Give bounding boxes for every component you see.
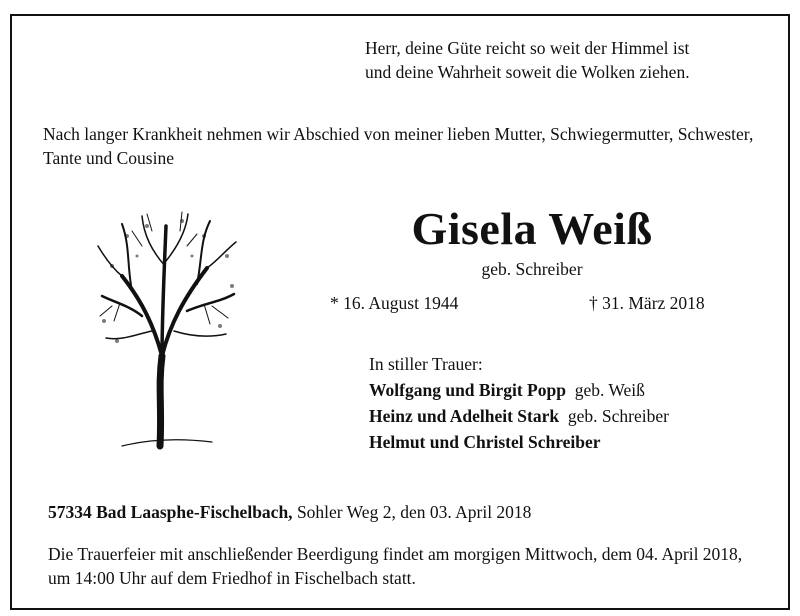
bible-verse (365, 36, 690, 84)
address-line (48, 502, 531, 523)
mourner-entry (369, 380, 645, 401)
maiden-name: geb. Schreiber (481, 259, 583, 279)
obituary-frame (10, 14, 790, 610)
address-rest: Sohler Weg 2, den 03. April 2018 (296, 502, 532, 522)
mourner-entry (369, 406, 669, 427)
death-date: † 31. März 2018 (589, 293, 705, 313)
address-city: 57334 Bad Laasphe-Fischelbach, (48, 502, 293, 522)
mourner-note: geb. Weiß (574, 380, 645, 400)
deceased-name: Gisela Weiß (411, 203, 653, 254)
verse-line-2: und deine Wahrheit soweit die Wolken ziehen. (365, 62, 690, 82)
tree-icon (92, 206, 242, 456)
intro-text: Nach langer Krankheit nehmen wir Abschied von meiner lieben Mutter, Schwiegermutter, Schwester, Tante und Cousine (43, 124, 754, 168)
mourner-entry (369, 432, 601, 453)
birth-date: * 16. August 1944 (330, 293, 459, 313)
mourner-name: Helmut und Christel Schreiber (369, 432, 601, 452)
mourner-name: Heinz und Adelheit Stark (369, 406, 560, 426)
mourners-label: In stiller Trauer: (369, 354, 483, 374)
mourner-name: Wolfgang und Birgit Popp (369, 380, 566, 400)
mourner-note: geb. Schreiber (567, 406, 669, 426)
funeral-notice: Die Trauerfeier mit anschließender Beerdigung findet am morgigen Mittwoch, dem 04. April 2018, um 14:00 Uhr auf dem Friedhof in Fischelbach statt. (48, 544, 743, 588)
verse-line-1: Herr, deine Güte reicht so weit der Himmel ist (365, 38, 690, 58)
